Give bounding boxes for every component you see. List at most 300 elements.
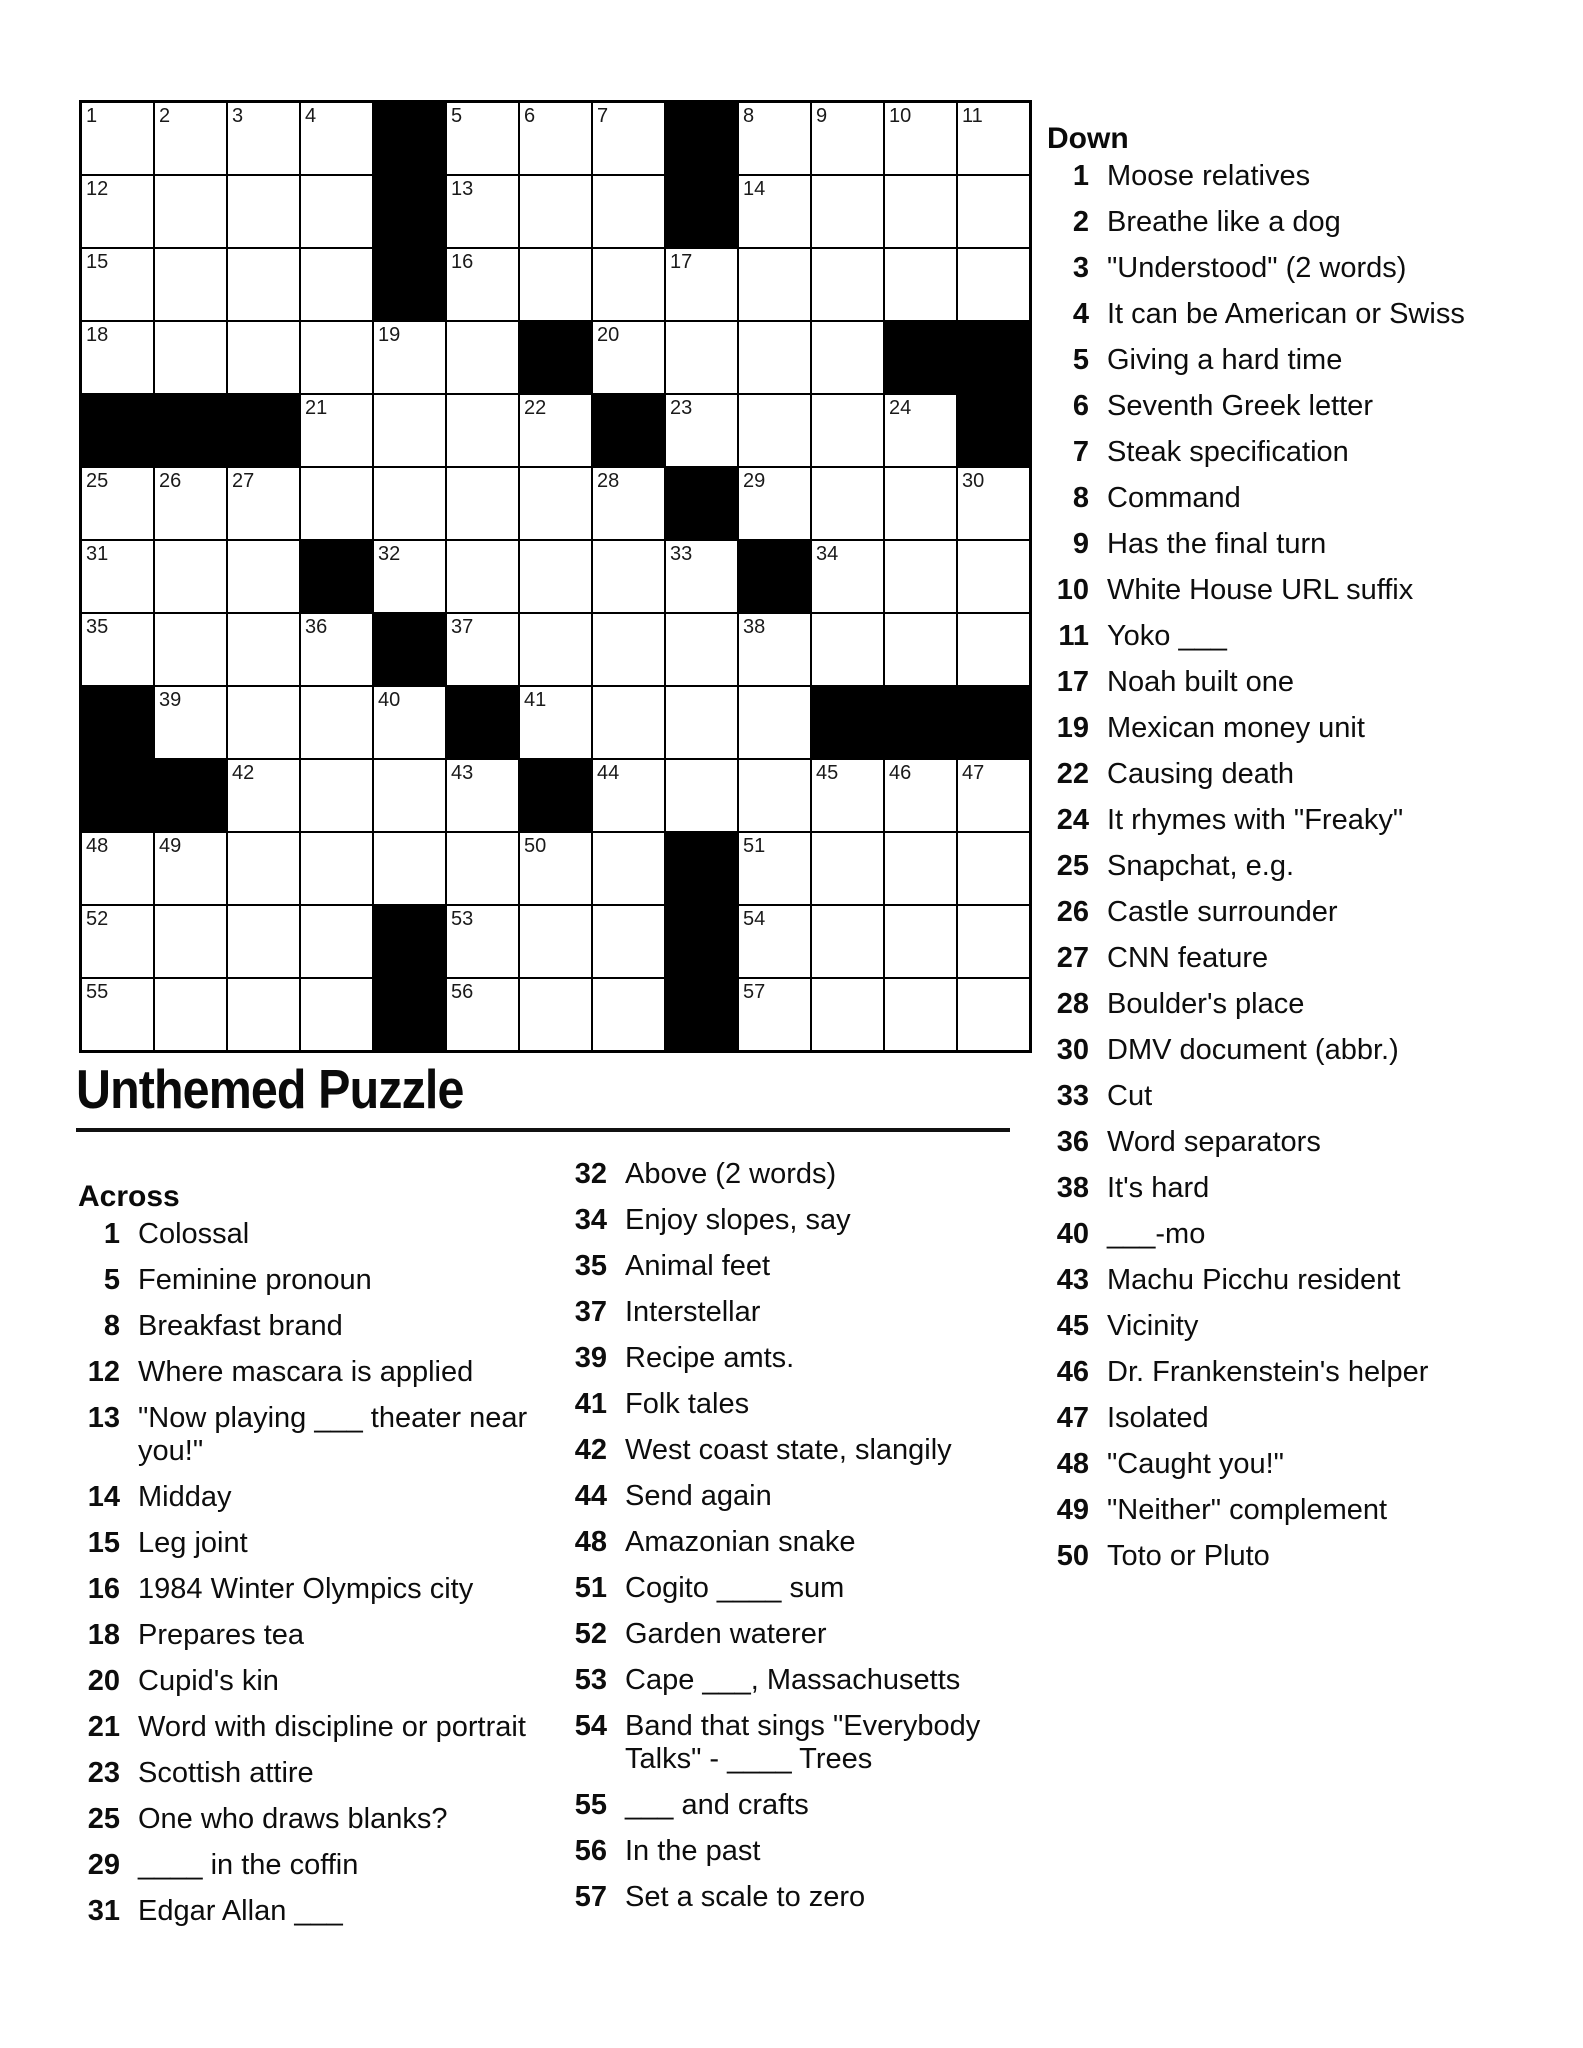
- grid-cell-white: [520, 687, 591, 758]
- grid-cell-white: [885, 760, 956, 831]
- clue-number: 12: [87, 1356, 120, 1388]
- clue-row: [1047, 712, 1515, 745]
- cell-number: 50: [524, 835, 547, 857]
- cell-number: 15: [86, 251, 109, 273]
- grid-cell-white: [301, 395, 372, 466]
- clue-number: 24: [1056, 804, 1089, 836]
- grid-cell-white: [593, 906, 664, 977]
- grid-cell-white: [812, 906, 883, 977]
- clue-text: Enjoy slopes, say: [625, 1204, 851, 1236]
- grid-cell-white: [155, 468, 226, 539]
- clue-number: 1: [103, 1218, 120, 1250]
- clue-text: Garden waterer: [625, 1618, 827, 1650]
- clue-text: Word with discipline or portrait: [138, 1711, 526, 1743]
- grid-cell-black: [374, 249, 445, 320]
- clue-number: 49: [1056, 1494, 1089, 1526]
- clue-text: In the past: [625, 1835, 761, 1867]
- grid-cell-black: [520, 760, 591, 831]
- clue-text: ___-mo: [1107, 1218, 1206, 1250]
- grid-cell-black: [374, 176, 445, 247]
- grid-cell-white: [155, 249, 226, 320]
- clue-text: Cupid's kin: [138, 1665, 279, 1697]
- clue-number: 2: [1072, 206, 1089, 238]
- clue-row: [565, 1881, 1033, 1914]
- clue-text: Edgar Allan ___: [138, 1895, 343, 1927]
- clue-row: [1047, 1218, 1515, 1251]
- grid-cell-white: [812, 760, 883, 831]
- clue-text: Set a scale to zero: [625, 1881, 866, 1913]
- grid-cell-white: [812, 249, 883, 320]
- grid-cell-white: [520, 906, 591, 977]
- grid-cell-white: [447, 906, 518, 977]
- cell-number: 34: [816, 543, 839, 565]
- cell-number: 28: [597, 470, 620, 492]
- clue-text: Dr. Frankenstein's helper: [1107, 1356, 1429, 1388]
- clue-row: [1047, 528, 1515, 561]
- grid-cell-white: [666, 249, 737, 320]
- cell-number: 27: [232, 470, 255, 492]
- clue-number: 44: [574, 1480, 607, 1512]
- grid-cell-white: [374, 322, 445, 393]
- clue-text: DMV document (abbr.): [1107, 1034, 1399, 1066]
- clue-number: 30: [1056, 1034, 1089, 1066]
- clue-row: [78, 1849, 530, 1882]
- grid-cell-white: [82, 176, 153, 247]
- grid-cell-white: [885, 249, 956, 320]
- across-clue-list-2: [565, 1158, 1033, 1914]
- clue-number: 38: [1056, 1172, 1089, 1204]
- grid-cell-white: [593, 979, 664, 1050]
- clue-number: 35: [574, 1250, 607, 1282]
- clue-text: Mexican money unit: [1107, 712, 1365, 744]
- cell-number: 35: [86, 616, 109, 638]
- clue-row: [565, 1204, 1033, 1237]
- grid-cell-white: [82, 103, 153, 174]
- clue-row: [1047, 988, 1515, 1021]
- clue-row: [565, 1434, 1033, 1467]
- grid-cell-white: [82, 906, 153, 977]
- clue-row: [78, 1356, 530, 1389]
- clue-text: Recipe amts.: [625, 1342, 795, 1374]
- clue-text: Animal feet: [625, 1250, 771, 1282]
- clue-text: Cogito ____ sum: [625, 1572, 845, 1604]
- grid-cell-white: [301, 103, 372, 174]
- grid-cell-white: [593, 322, 664, 393]
- clue-text: It can be American or Swiss: [1107, 298, 1465, 330]
- clue-number: 53: [574, 1664, 607, 1696]
- clue-number: 54: [574, 1710, 607, 1742]
- clue-text: Midday: [138, 1481, 232, 1513]
- clue-text: Seventh Greek letter: [1107, 390, 1373, 422]
- clue-text: "Understood" (2 words): [1107, 252, 1407, 284]
- clue-row: [1047, 758, 1515, 791]
- clue-number: 8: [1072, 482, 1089, 514]
- clue-number: 31: [87, 1895, 120, 1927]
- clue-text: Noah built one: [1107, 666, 1295, 698]
- grid-cell-white: [447, 833, 518, 904]
- grid-cell-white: [82, 249, 153, 320]
- clue-number: 40: [1056, 1218, 1089, 1250]
- grid-cell-white: [593, 468, 664, 539]
- clue-row: [78, 1310, 530, 1343]
- grid-cell-black: [812, 687, 883, 758]
- cell-number: 33: [670, 543, 693, 565]
- cell-number: 45: [816, 762, 839, 784]
- clue-row: [565, 1342, 1033, 1375]
- cell-number: 13: [451, 178, 474, 200]
- grid-cell-white: [155, 176, 226, 247]
- down-header: Down: [1047, 122, 1129, 155]
- clue-number: 55: [574, 1789, 607, 1821]
- clue-row: [1047, 344, 1515, 377]
- grid-cell-white: [812, 395, 883, 466]
- grid-cell-white: [374, 833, 445, 904]
- grid-cell-white: [812, 103, 883, 174]
- clue-number: 5: [103, 1264, 120, 1296]
- grid-cell-black: [666, 833, 737, 904]
- cell-number: 18: [86, 324, 109, 346]
- grid-cell-white: [301, 468, 372, 539]
- grid-cell-white: [958, 833, 1029, 904]
- clue-row: [1047, 436, 1515, 469]
- cell-number: 2: [159, 105, 171, 127]
- grid-cell-white: [739, 468, 810, 539]
- grid-cell-black: [666, 103, 737, 174]
- clue-number: 16: [87, 1573, 120, 1605]
- grid-cell-white: [228, 249, 299, 320]
- grid-cell-white: [739, 176, 810, 247]
- grid-cell-white: [374, 687, 445, 758]
- crossword-grid: [79, 100, 1032, 1053]
- cell-number: 55: [86, 981, 109, 1003]
- grid-cell-black: [666, 906, 737, 977]
- clue-number: 57: [574, 1881, 607, 1913]
- clue-number: 17: [1056, 666, 1089, 698]
- clue-text: Steak specification: [1107, 436, 1349, 468]
- grid-cell-white: [812, 468, 883, 539]
- clue-number: 11: [1058, 620, 1089, 652]
- clue-row: [78, 1665, 530, 1698]
- clue-number: 36: [1056, 1126, 1089, 1158]
- clue-row: [1047, 620, 1515, 653]
- grid-cell-white: [155, 103, 226, 174]
- clue-text: Has the final turn: [1107, 528, 1327, 560]
- grid-cell-white: [666, 614, 737, 685]
- clue-number: 39: [574, 1342, 607, 1374]
- grid-cell-white: [593, 103, 664, 174]
- clue-row: [1047, 252, 1515, 285]
- grid-cell-black: [666, 176, 737, 247]
- clue-row: [1047, 482, 1515, 515]
- clue-number: 33: [1056, 1080, 1089, 1112]
- clue-text: Castle surrounder: [1107, 896, 1338, 928]
- clue-text: Folk tales: [625, 1388, 750, 1420]
- grid-cell-white: [301, 614, 372, 685]
- grid-cell-white: [228, 322, 299, 393]
- clue-row: [78, 1402, 530, 1468]
- clue-row: [78, 1481, 530, 1514]
- clue-number: 21: [87, 1711, 120, 1743]
- grid-cell-white: [739, 322, 810, 393]
- grid-cell-white: [155, 906, 226, 977]
- cell-number: 7: [597, 105, 609, 127]
- grid-cell-white: [228, 833, 299, 904]
- grid-cell-white: [82, 541, 153, 612]
- grid-cell-white: [374, 468, 445, 539]
- clue-text: Breakfast brand: [138, 1310, 343, 1342]
- grid-cell-white: [885, 614, 956, 685]
- clue-text: Word separators: [1107, 1126, 1321, 1158]
- clue-row: [1047, 574, 1515, 607]
- grid-cell-white: [739, 760, 810, 831]
- grid-cell-white: [885, 395, 956, 466]
- clue-number: 46: [1056, 1356, 1089, 1388]
- clue-text: Cape ___, Massachusetts: [625, 1664, 961, 1696]
- clue-row: [565, 1526, 1033, 1559]
- grid-cell-white: [228, 103, 299, 174]
- cell-number: 19: [378, 324, 401, 346]
- clue-text: Amazonian snake: [625, 1526, 856, 1558]
- grid-cell-white: [447, 322, 518, 393]
- grid-cell-white: [228, 687, 299, 758]
- across-clue-list-1: [78, 1218, 530, 1928]
- clue-number: 14: [87, 1481, 120, 1513]
- clue-text: ___ and crafts: [625, 1789, 809, 1821]
- cell-number: 21: [305, 397, 328, 419]
- cell-number: 36: [305, 616, 328, 638]
- grid-cell-white: [82, 979, 153, 1050]
- clue-row: [565, 1710, 1033, 1776]
- cell-number: 31: [86, 543, 109, 565]
- clue-number: 15: [87, 1527, 120, 1559]
- clue-number: 9: [1072, 528, 1089, 560]
- grid-cell-white: [812, 833, 883, 904]
- grid-cell-white: [739, 687, 810, 758]
- clue-text: Leg joint: [138, 1527, 248, 1559]
- clue-row: [565, 1480, 1033, 1513]
- grid-cell-white: [520, 614, 591, 685]
- clue-row: [1047, 804, 1515, 837]
- clue-number: 20: [87, 1665, 120, 1697]
- down-clues-column: [1047, 122, 1515, 1586]
- clue-number: 50: [1056, 1540, 1089, 1572]
- grid-cell-white: [82, 833, 153, 904]
- grid-cell-black: [958, 395, 1029, 466]
- clue-row: [1047, 1172, 1515, 1205]
- clue-number: 1: [1072, 160, 1089, 192]
- grid-cell-white: [885, 541, 956, 612]
- clue-text: Interstellar: [625, 1296, 761, 1328]
- grid-cell-white: [520, 833, 591, 904]
- clue-text: Cut: [1107, 1080, 1153, 1112]
- clue-row: [565, 1388, 1033, 1421]
- grid-cell-white: [301, 833, 372, 904]
- cell-number: 14: [743, 178, 766, 200]
- clue-number: 8: [103, 1310, 120, 1342]
- clue-row: [565, 1789, 1033, 1822]
- cell-number: 26: [159, 470, 182, 492]
- grid-cell-white: [885, 833, 956, 904]
- grid-cell-black: [593, 395, 664, 466]
- clue-text: "Now playing ___ theater near you!": [138, 1402, 528, 1467]
- grid-cell-white: [958, 541, 1029, 612]
- clue-number: 51: [574, 1572, 607, 1604]
- clue-number: 18: [87, 1619, 120, 1651]
- clue-number: 47: [1056, 1402, 1089, 1434]
- clue-row: [78, 1803, 530, 1836]
- cell-number: 43: [451, 762, 474, 784]
- clue-text: Yoko ___: [1107, 620, 1227, 652]
- clue-row: [1047, 1080, 1515, 1113]
- grid-cell-white: [301, 906, 372, 977]
- grid-cell-white: [155, 614, 226, 685]
- grid-cell-white: [520, 395, 591, 466]
- grid-cell-black: [885, 687, 956, 758]
- clue-number: 27: [1056, 942, 1089, 974]
- grid-cell-white: [812, 541, 883, 612]
- clue-row: [78, 1619, 530, 1652]
- grid-cell-white: [374, 760, 445, 831]
- grid-cell-white: [301, 322, 372, 393]
- cell-number: 30: [962, 470, 985, 492]
- cell-number: 20: [597, 324, 620, 346]
- across-header: Across: [78, 1180, 180, 1213]
- clue-row: [1047, 1264, 1515, 1297]
- clue-text: Send again: [625, 1480, 772, 1512]
- clue-row: [1047, 1310, 1515, 1343]
- grid-cell-white: [228, 760, 299, 831]
- grid-cell-white: [958, 249, 1029, 320]
- cell-number: 48: [86, 835, 109, 857]
- grid-cell-black: [885, 322, 956, 393]
- grid-cell-black: [82, 395, 153, 466]
- grid-cell-black: [82, 687, 153, 758]
- clue-row: [78, 1895, 530, 1928]
- grid-cell-white: [593, 833, 664, 904]
- cell-number: 56: [451, 981, 474, 1003]
- cell-number: 44: [597, 762, 620, 784]
- clue-row: [565, 1618, 1033, 1651]
- clue-number: 22: [1056, 758, 1089, 790]
- cell-number: 5: [451, 105, 463, 127]
- clue-text: One who draws blanks?: [138, 1803, 448, 1835]
- cell-number: 23: [670, 397, 693, 419]
- clue-row: [1047, 942, 1515, 975]
- grid-cell-white: [228, 541, 299, 612]
- cell-number: 10: [889, 105, 912, 127]
- clue-row: [78, 1218, 530, 1251]
- clue-row: [1047, 1448, 1515, 1481]
- grid-cell-white: [885, 468, 956, 539]
- grid-cell-white: [520, 979, 591, 1050]
- clue-row: [565, 1664, 1033, 1697]
- cell-number: 47: [962, 762, 985, 784]
- clue-text: It rhymes with "Freaky": [1107, 804, 1404, 836]
- cell-number: 42: [232, 762, 255, 784]
- cell-number: 40: [378, 689, 401, 711]
- clue-row: [565, 1835, 1033, 1868]
- grid-cell-white: [228, 906, 299, 977]
- grid-cell-white: [447, 979, 518, 1050]
- clue-number: 13: [87, 1402, 120, 1434]
- grid-cell-white: [82, 614, 153, 685]
- cell-number: 12: [86, 178, 109, 200]
- grid-cell-white: [228, 468, 299, 539]
- clue-text: CNN feature: [1107, 942, 1269, 974]
- grid-cell-white: [812, 322, 883, 393]
- cell-number: 1: [86, 105, 98, 127]
- grid-cell-white: [958, 906, 1029, 977]
- grid-cell-white: [885, 906, 956, 977]
- cell-number: 39: [159, 689, 182, 711]
- cell-number: 41: [524, 689, 547, 711]
- grid-cell-white: [155, 833, 226, 904]
- grid-cell-white: [155, 979, 226, 1050]
- clue-text: Band that sings "Everybody Talks" - ____ Trees: [625, 1710, 981, 1775]
- clue-number: 43: [1056, 1264, 1089, 1296]
- clue-text: Above (2 words): [625, 1158, 837, 1190]
- clue-row: [1047, 1402, 1515, 1435]
- clue-number: 45: [1056, 1310, 1089, 1342]
- grid-cell-black: [82, 760, 153, 831]
- grid-cell-white: [812, 614, 883, 685]
- clue-text: Machu Picchu resident: [1107, 1264, 1401, 1296]
- grid-cell-white: [739, 906, 810, 977]
- clue-text: Causing death: [1107, 758, 1295, 790]
- cell-number: 37: [451, 616, 474, 638]
- grid-cell-white: [520, 468, 591, 539]
- grid-cell-black: [958, 687, 1029, 758]
- grid-cell-white: [155, 687, 226, 758]
- clue-row: [1047, 298, 1515, 331]
- clue-number: 3: [1072, 252, 1089, 284]
- clue-row: [78, 1757, 530, 1790]
- clue-row: [1047, 1494, 1515, 1527]
- clue-text: Vicinity: [1107, 1310, 1199, 1342]
- cell-number: 54: [743, 908, 766, 930]
- grid-cell-white: [82, 468, 153, 539]
- grid-cell-white: [666, 687, 737, 758]
- clue-number: 48: [1056, 1448, 1089, 1480]
- grid-cell-white: [593, 176, 664, 247]
- grid-cell-white: [958, 760, 1029, 831]
- clue-row: [565, 1158, 1033, 1191]
- grid-cell-white: [301, 979, 372, 1050]
- grid-cell-white: [228, 176, 299, 247]
- grid-cell-white: [812, 176, 883, 247]
- grid-cell-white: [447, 176, 518, 247]
- clue-row: [1047, 896, 1515, 929]
- clue-text: Giving a hard time: [1107, 344, 1343, 376]
- grid-cell-white: [812, 979, 883, 1050]
- grid-cell-white: [301, 249, 372, 320]
- clue-number: 25: [1056, 850, 1089, 882]
- clue-text: It's hard: [1107, 1172, 1210, 1204]
- clue-row: [565, 1572, 1033, 1605]
- grid-cell-white: [885, 103, 956, 174]
- grid-cell-black: [374, 614, 445, 685]
- grid-cell-black: [155, 760, 226, 831]
- clue-number: 34: [574, 1204, 607, 1236]
- clue-text: ____ in the coffin: [138, 1849, 359, 1881]
- grid-cell-white: [374, 395, 445, 466]
- clue-row: [1047, 850, 1515, 883]
- grid-cell-white: [739, 249, 810, 320]
- grid-cell-white: [958, 979, 1029, 1050]
- clue-text: Command: [1107, 482, 1241, 514]
- clue-row: [565, 1296, 1033, 1329]
- clue-number: 29: [87, 1849, 120, 1881]
